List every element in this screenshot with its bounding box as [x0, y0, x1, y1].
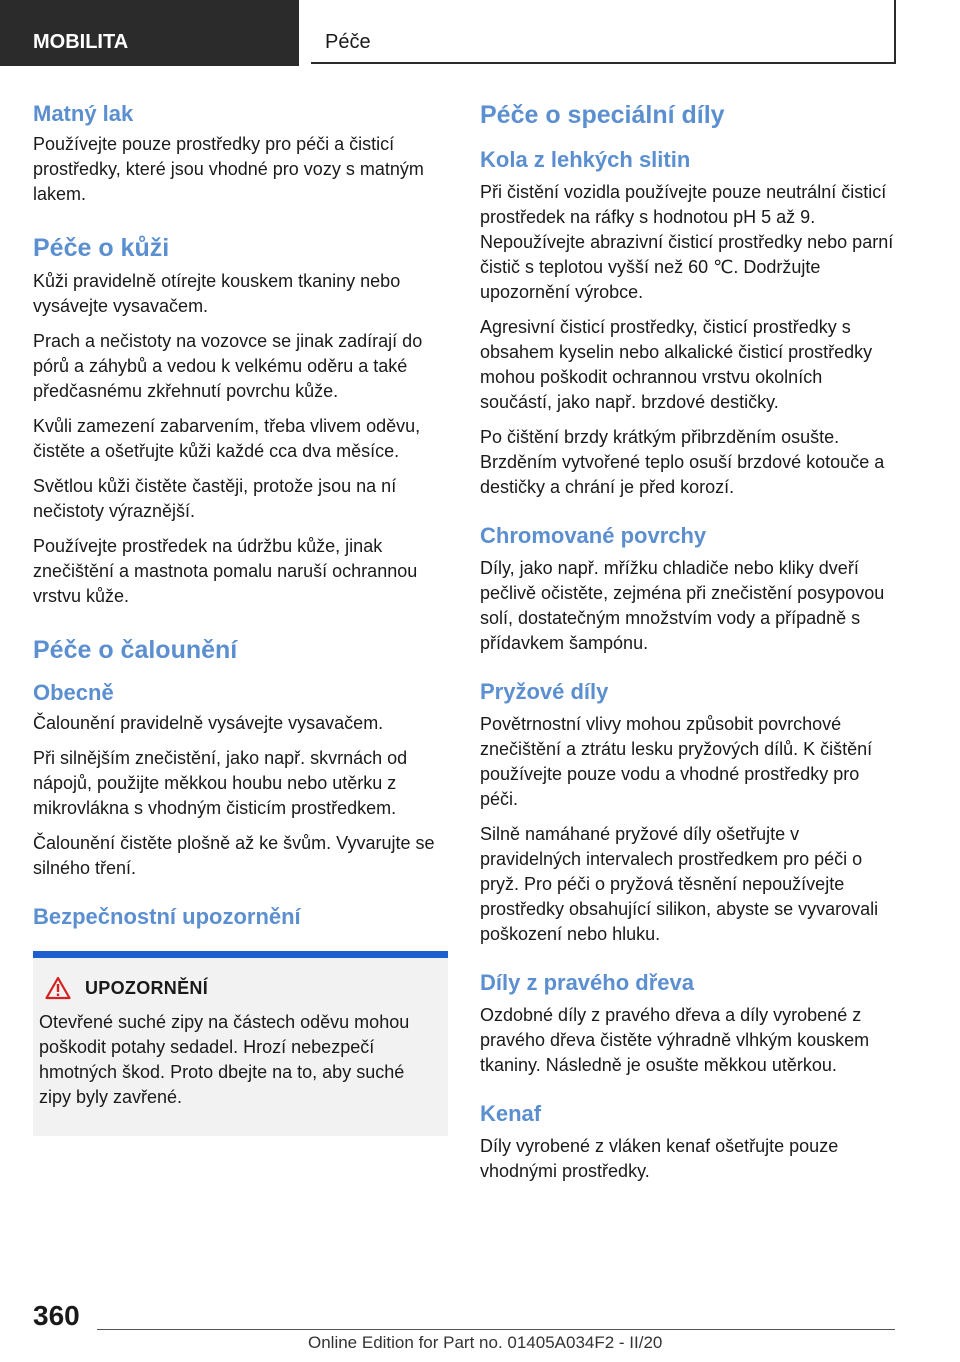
heading-bezpecnostni-upozorneni: Bezpečnostní upozornění [33, 904, 301, 929]
paragraph: Prach a nečistoty na vozovce se jinak zadírají do pórů a záhybů a vedou k velkému oděru a také předčasnému zkřehnutí povrchu kůže. [33, 331, 423, 401]
paragraph: Používejte prostředek na údržbu kůže, jinak znečištění a mastnota pomalu naruší ochrannou vrstvu kůže. [33, 536, 418, 606]
paragraph: Ozdobné díly z pravého dřeva a díly vyrobené z pravého dřeva čistěte výhradně vlhkým kouskem tkaniny. Následně je osušte měkkou utěrkou. [480, 1005, 870, 1075]
heading-matny-lak: Matný lak [33, 101, 134, 126]
warning-label: UPOZORNĚNÍ [85, 977, 209, 998]
paragraph: Po čištění brzdy krátkým přibrzděním osušte. Brzděním vytvořené teplo osuší brzdové kotouče a destičky a chrání je před korozí. [480, 427, 885, 497]
heading-kola-z-lehkych-slitin: Kola z lehkých slitin [480, 147, 691, 172]
paragraph: Díly, jako např. mřížku chladiče nebo kliky dveří pečlivě očistěte, zejména při znečistění posypovou solí, dostatečným množstvím vody a případně s přídavkem šampónu. [480, 558, 885, 653]
warning-text: Otevřené suché zipy na částech oděvu mohou poškodit potahy sedadel. Hrozí nebezpečí hmotných škod. Proto dbejte na to, aby suché zipy byly zavřené. [39, 1012, 410, 1107]
header-section-tab: MOBILITA [0, 0, 299, 66]
paragraph: Povětrnostní vlivy mohou způsobit povrchové znečištění a ztrátu lesku pryžových dílů. K čištění používejte pouze vodu a vhodné prostředky pro péči. [480, 714, 873, 809]
paragraph: Čalounění čistěte plošně až ke švům. Vyvarujte se silného tření. [33, 833, 435, 878]
paragraph: Světlou kůži čistěte častěji, protože jsou na ní nečistoty výraznější. [33, 476, 397, 521]
warning-triangle-icon [45, 976, 71, 1000]
warning-box [33, 958, 448, 1136]
paragraph: Při silnějším znečistění, jako např. skvrnách od nápojů, použijte měkkou houbu nebo utěrku z mikrovlákna s vhodným čisticím prostředkem. [33, 748, 408, 818]
paragraph: Díly vyrobené z vláken kenaf ošetřujte pouze vhodnými prostředky. [480, 1136, 839, 1181]
paragraph: Při čistění vozidla používejte pouze neutrální čisticí prostředek na ráfky s hodnotou pH 5 až 9. Nepoužívejte abrazivní čisticí prostředky nebo parní čistič s teplotou vyšší než 60 ℃. Dodržujte upozornění výrobce. [480, 182, 894, 302]
paragraph: Agresivní čisticí prostředky, čisticí prostředky s obsahem kyselin nebo alkalické čisticí prostředky mohou poškodit ochrannou vrstvu okolních součástí, jako např. brzdové destičky. [480, 317, 873, 412]
heading-obecne: Obecně [33, 680, 114, 705]
heading-pece-o-calouneni: Péče o čalounění [33, 636, 238, 664]
footer-divider [97, 1329, 895, 1330]
heading-dily-z-praveho-dreva: Díly z pravého dřeva [480, 970, 694, 995]
footer-edition-text: Online Edition for Part no. 01405A034F2 - II/20 [308, 1333, 663, 1352]
header-chapter-title: Péče [311, 0, 896, 64]
left-column [33, 100, 448, 1136]
warning-header [39, 976, 440, 1000]
paragraph: Kůži pravidelně otírejte kouskem tkaniny nebo vysávejte vysavačem. [33, 271, 401, 316]
paragraph: Používejte pouze prostředky pro péči a čisticí prostředky, které jsou vhodné pro vozy s matným lakem. [33, 134, 424, 204]
warning-rule [33, 951, 448, 958]
page-number: 360 [33, 1300, 80, 1331]
heading-kenaf: Kenaf [480, 1101, 542, 1126]
paragraph: Kvůli zamezení zabarvením, třeba vlivem oděvu, čistěte a ošetřujte kůži každé cca dva měsíce. [33, 416, 421, 461]
paragraph: Čalounění pravidelně vysávejte vysavačem. [33, 713, 384, 733]
heading-pece-o-specialni-dily: Péče o speciální díly [480, 101, 725, 129]
right-column [480, 100, 895, 1194]
heading-pryzove-dily: Pryžové díly [480, 679, 609, 704]
heading-chromovane-povrchy: Chromované povrchy [480, 523, 707, 548]
heading-pece-o-kuzi: Péče o kůži [33, 234, 170, 262]
paragraph: Silně namáhané pryžové díly ošetřujte v pravidelných intervalech prostředkem pro péči o pryž. Pro péči o pryžová těsnění nepoužívejte prostředky obsahující silikon, abyste se vyvarovali poškození nebo hluku. [480, 824, 879, 944]
